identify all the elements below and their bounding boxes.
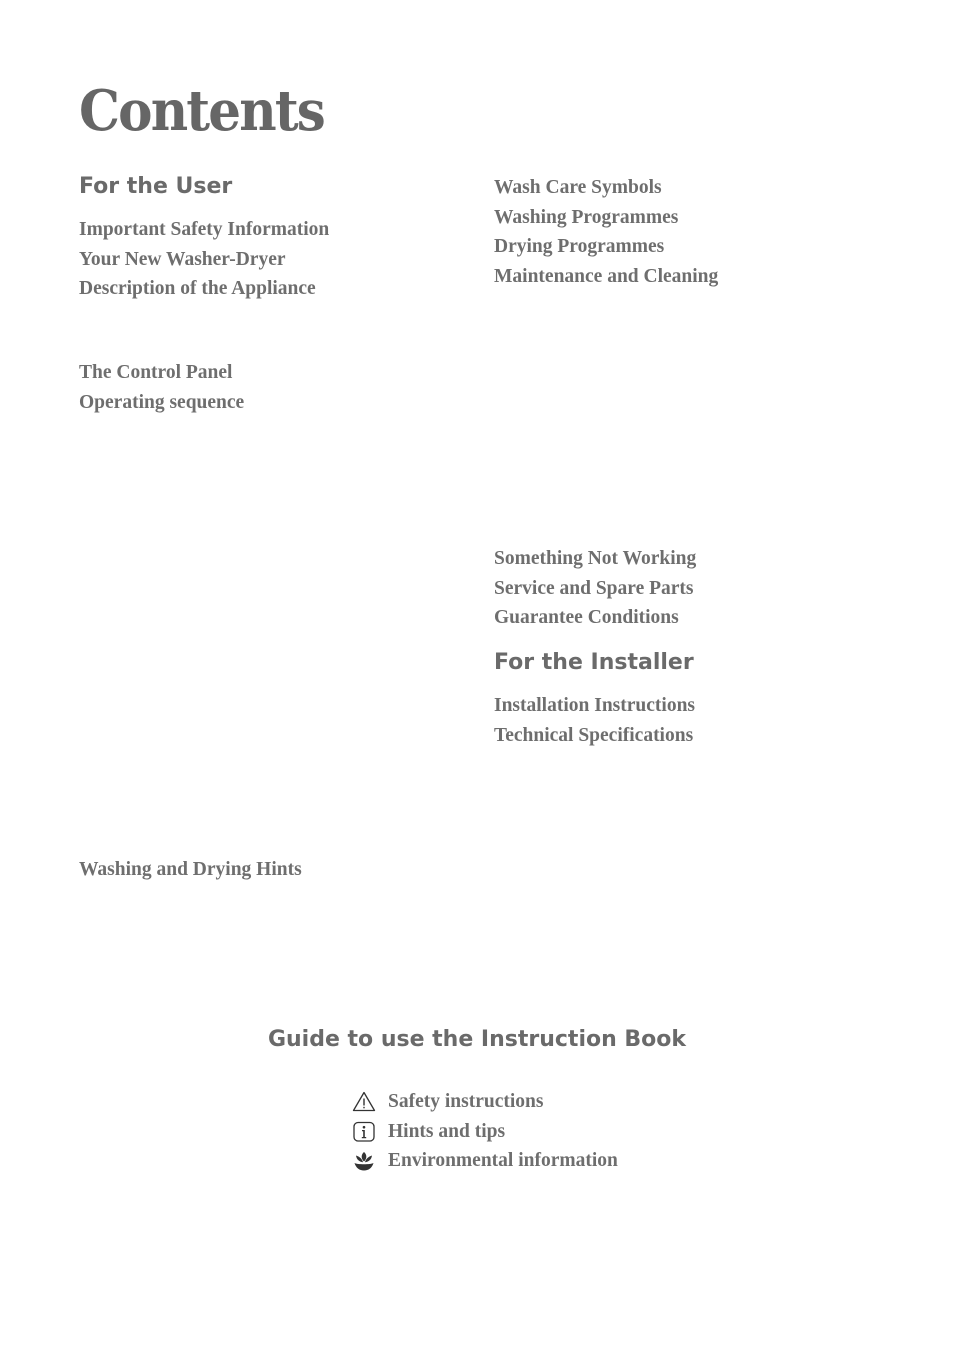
legend-label: Environmental information bbox=[388, 1150, 618, 1172]
legend-item bbox=[352, 1087, 618, 1117]
toc-entry[interactable]: Washing and Drying Hints bbox=[79, 859, 302, 880]
section-heading-installer: For the Installer bbox=[494, 650, 694, 675]
toc-user-group-3 bbox=[79, 855, 302, 885]
toc-entry[interactable]: The Control Panel bbox=[79, 362, 233, 383]
toc-entry[interactable]: Drying Programmes bbox=[494, 236, 665, 258]
legend-label: Hints and tips bbox=[388, 1120, 506, 1142]
toc-entry[interactable]: Installation Instructions bbox=[494, 695, 695, 716]
environment-icon bbox=[352, 1149, 376, 1173]
toc-user-group-2 bbox=[79, 358, 244, 417]
legend-item bbox=[352, 1117, 618, 1147]
toc-right-group-1 bbox=[494, 173, 718, 292]
toc-entry[interactable]: Maintenance and Cleaning bbox=[494, 266, 719, 288]
toc-entry[interactable]: Washing Programmes bbox=[494, 206, 679, 228]
toc-user-group-1 bbox=[79, 215, 329, 304]
toc-installer-group bbox=[494, 691, 695, 750]
section-heading-user: For the User bbox=[79, 174, 233, 199]
toc-entry[interactable]: Description of the Appliance bbox=[79, 278, 316, 300]
warning-triangle-icon bbox=[352, 1090, 376, 1114]
toc-entry[interactable]: Operating sequence bbox=[79, 391, 245, 413]
legend-item bbox=[352, 1146, 618, 1176]
toc-right-group-2 bbox=[494, 544, 696, 633]
toc-entry[interactable]: Service and Spare Parts bbox=[494, 577, 694, 599]
toc-entry[interactable]: Your New Washer-Dryer bbox=[79, 248, 286, 270]
page-title: Contents bbox=[79, 78, 324, 144]
guide-legend bbox=[352, 1087, 618, 1176]
toc-entry[interactable]: Wash Care Symbols bbox=[494, 177, 662, 198]
toc-entry[interactable]: Important Safety Information bbox=[79, 219, 330, 240]
legend-label: Safety instructions bbox=[388, 1090, 544, 1112]
toc-entry[interactable]: Technical Specifications bbox=[494, 724, 694, 746]
toc-entry[interactable]: Something Not Working bbox=[494, 548, 697, 569]
info-icon bbox=[352, 1120, 376, 1144]
guide-title: Guide to use the Instruction Book bbox=[267, 1027, 687, 1052]
toc-entry[interactable]: Guarantee Conditions bbox=[494, 607, 679, 629]
